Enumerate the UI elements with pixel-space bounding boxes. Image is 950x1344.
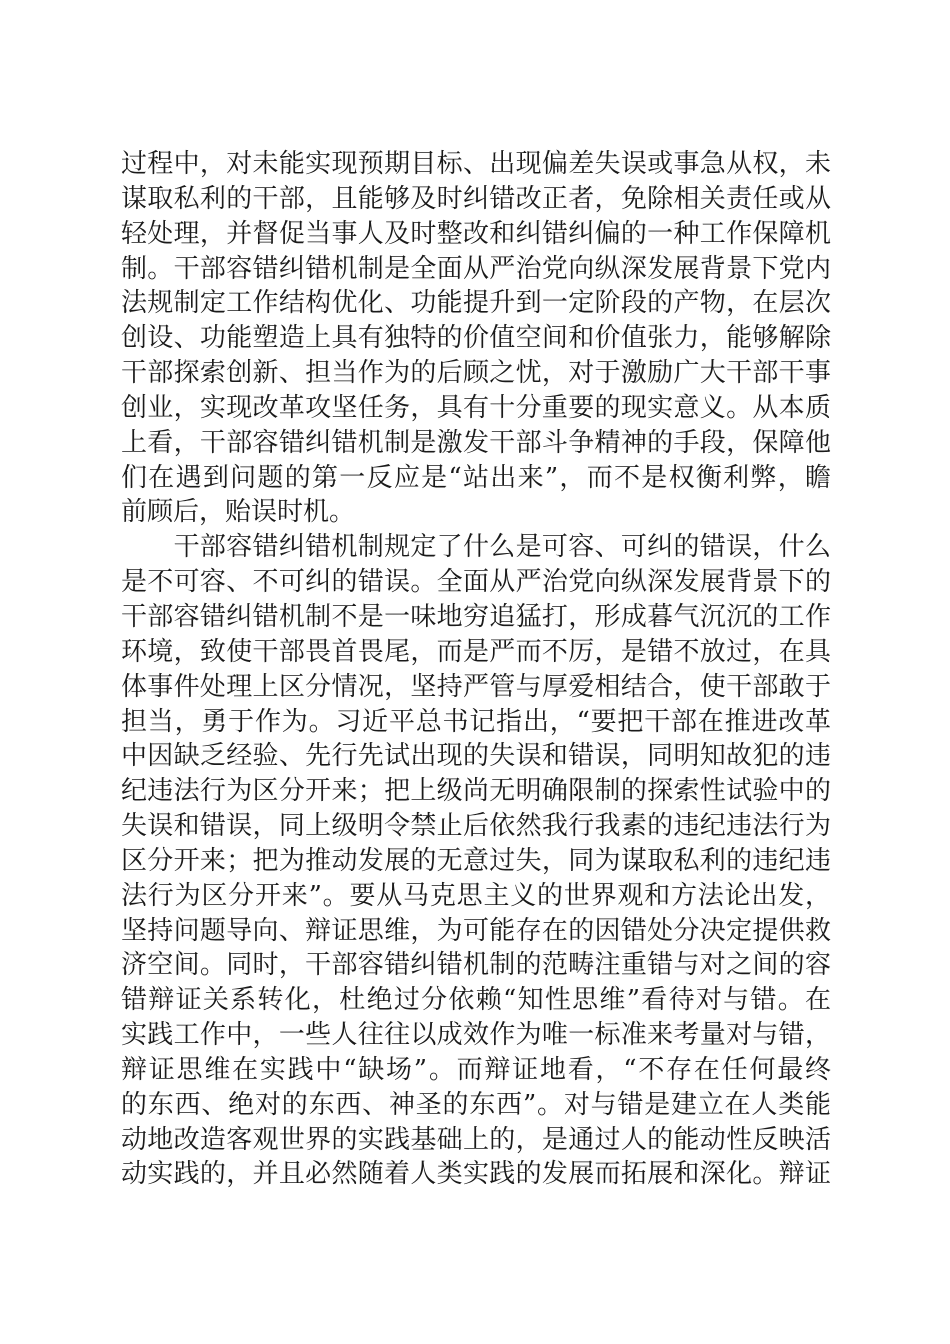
text-line: 失误和错误，同上级明令禁止后依然我行我素的违纪违法行为 [121, 811, 831, 842]
text-line: 干部探索创新、担当作为的后顾之忧，对于激励广大干部干事 [121, 358, 831, 389]
text-line: 动实践的，并且必然随着人类实践的发展而拓展和深化。辩证 [121, 1159, 831, 1190]
text-line: 坚持问题导向、辩证思维，为可能存在的因错处分决定提供救 [121, 915, 831, 946]
text-line: 区分开来；把为推动发展的无意过失，同为谋取私利的违纪违 [121, 845, 831, 876]
text-line: 中因缺乏经验、先行先试出现的失误和错误，同明知故犯的违 [121, 741, 831, 772]
text-line: 制。干部容错纠错机制是全面从严治党向纵深发展背景下党内 [121, 253, 831, 284]
text-line: 们在遇到问题的第一反应是“站出来”，而不是权衡利弊，瞻 [121, 462, 831, 493]
text-line: 实践工作中，一些人往往以成效作为唯一标准来考量对与错， [121, 1020, 831, 1051]
text-line: 辩证思维在实践中“缺场”。而辩证地看，“不存在任何最终 [121, 1054, 831, 1085]
text-line: 轻处理，并督促当事人及时整改和纠错纠偏的一种工作保障机 [121, 218, 831, 249]
text-line: 法行为区分开来”。要从马克思主义的世界观和方法论出发， [121, 880, 831, 911]
text-line: 法规制定工作结构优化、功能提升到一定阶段的产物，在层次 [121, 288, 831, 319]
text-line: 前顾后，贻误时机。 [121, 497, 356, 528]
text-line: 动地改造客观世界的实践基础上的，是通过人的能动性反映活 [121, 1124, 831, 1155]
text-line: 环境，致使干部畏首畏尾，而是严而不厉，是错不放过，在具 [121, 636, 831, 667]
text-line: 创业，实现改革攻坚任务，具有十分重要的现实意义。从本质 [121, 392, 831, 423]
text-line: 上看，干部容错纠错机制是激发干部斗争精神的手段，保障他 [121, 427, 831, 458]
text-line: 错辩证关系转化，杜绝过分依赖“知性思维”看待对与错。在 [121, 985, 831, 1016]
text-line: 谋取私利的干部，且能够及时纠错改正者，免除相关责任或从 [121, 183, 831, 214]
text-line: 是不可容、不可纠的错误。全面从严治党向纵深发展背景下的 [121, 567, 831, 598]
text-line: 纪违法行为区分开来；把上级尚无明确限制的探索性试验中的 [121, 776, 831, 807]
text-line: 济空间。同时，干部容错纠错机制的范畴注重错与对之间的容 [121, 950, 831, 981]
text-line: 过程中，对未能实现预期目标、出现偏差失误或事急从权，未 [121, 149, 831, 179]
text-line: 担当，勇于作为。习近平总书记指出，“要把干部在推进改革 [121, 706, 831, 737]
text-line: 的东西、绝对的东西、神圣的东西”。对与错是建立在人类能 [121, 1089, 831, 1120]
text-line: 创设、功能塑造上具有独特的价值空间和价值张力，能够解除 [121, 323, 831, 354]
text-line: 干部容错纠错机制规定了什么是可容、可纠的错误，什么 [121, 532, 831, 563]
text-line: 干部容错纠错机制不是一味地穷追猛打，形成暮气沉沉的工作 [121, 601, 831, 632]
text-line: 体事件处理上区分情况，坚持严管与厚爱相结合，使干部敢于 [121, 671, 831, 702]
body-text [121, 147, 831, 1192]
